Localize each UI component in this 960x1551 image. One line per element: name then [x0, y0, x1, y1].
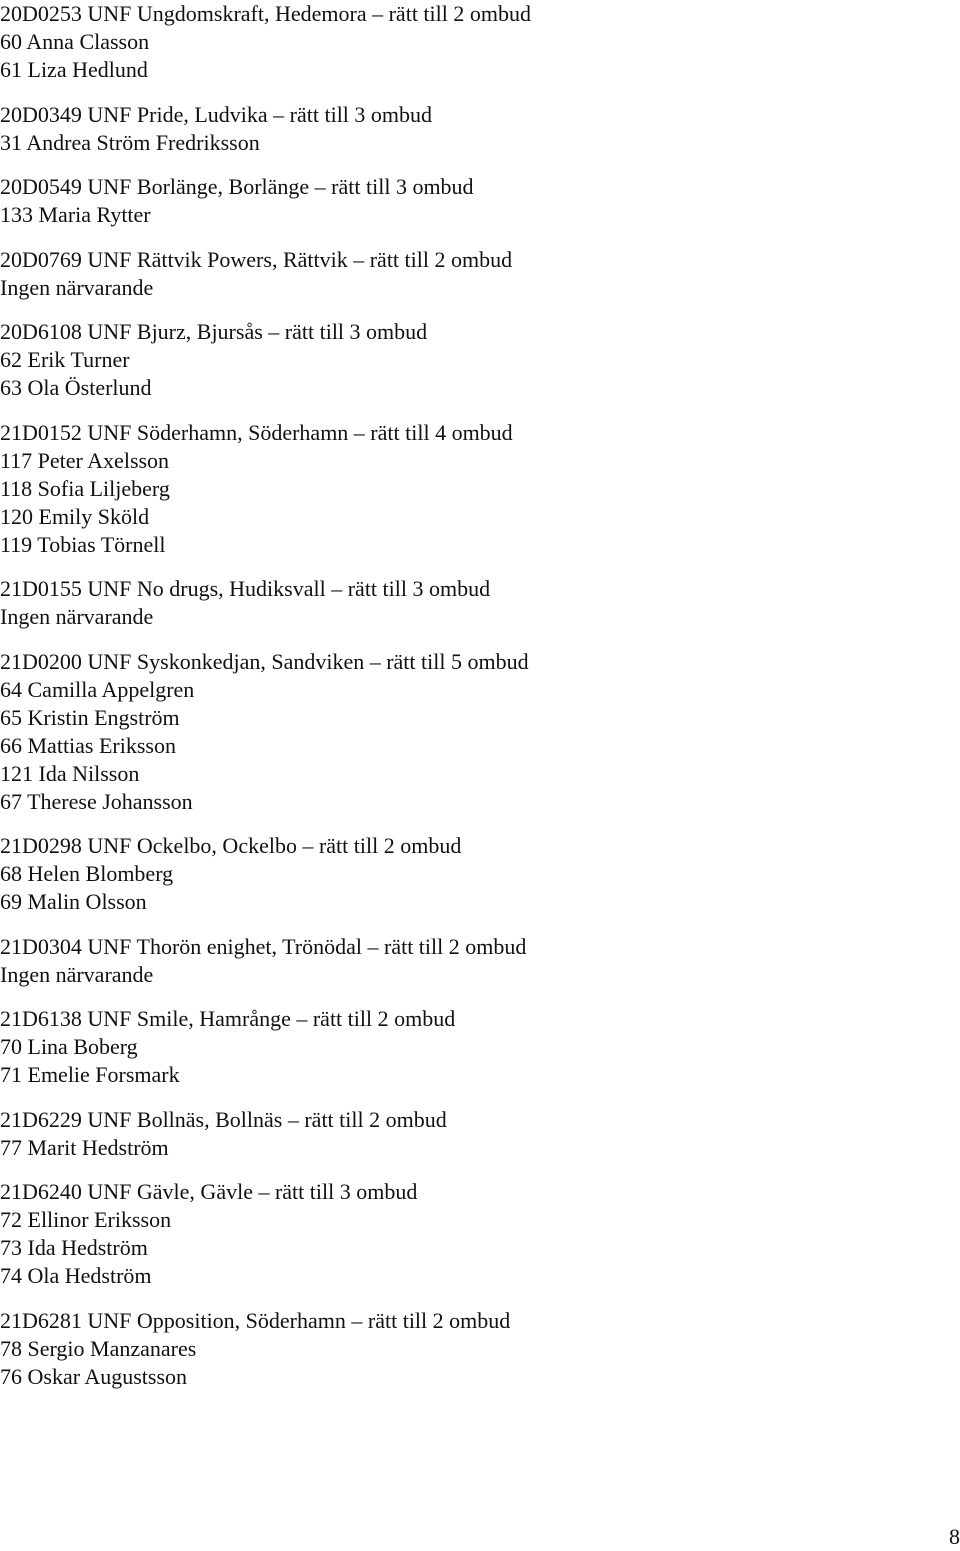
- association-group: [0, 1005, 940, 1089]
- delegate-entry: 121 Ida Nilsson: [0, 760, 140, 786]
- delegate-entry: 31 Andrea Ström Fredriksson: [0, 129, 260, 155]
- association-heading: 21D6229 UNF Bollnäs, Bollnäs – rätt till 2 ombud: [0, 1106, 447, 1132]
- delegate-entry: 68 Helen Blomberg: [0, 861, 174, 886]
- association-group: [0, 648, 940, 816]
- association-heading: 21D0304 UNF Thorön enighet, Trönödal – rätt till 2 ombud: [0, 933, 527, 959]
- association-heading: 21D0155 UNF No drugs, Hudiksvall – rätt till 3 ombud: [0, 576, 491, 601]
- page-number: 8: [949, 1524, 960, 1549]
- delegate-entry: Ingen närvarande: [0, 961, 154, 987]
- delegate-entry: 76 Oskar Augustsson: [0, 1363, 188, 1389]
- delegate-entry: 61 Liza Hedlund: [0, 57, 148, 82]
- delegate-entry: 74 Ola Hedström: [0, 1263, 152, 1288]
- association-heading: 21D0200 UNF Syskonkedjan, Sandviken – rätt till 5 ombud: [0, 648, 529, 674]
- delegate-entry: 73 Ida Hedström: [0, 1235, 148, 1260]
- delegate-entry: 118 Sofia Liljeberg: [0, 475, 170, 501]
- association-heading: 21D0298 UNF Ockelbo, Ockelbo – rätt till 2 ombud: [0, 833, 462, 858]
- delegate-entry: 119 Tobias Törnell: [0, 531, 166, 557]
- delegate-entry: 62 Erik Turner: [0, 347, 130, 372]
- association-heading: 20D6108 UNF Bjurz, Bjursås – rätt till 3 ombud: [0, 319, 428, 344]
- association-group: [0, 832, 940, 916]
- association-group: [0, 0, 940, 84]
- delegate-entry: 133 Maria Rytter: [0, 202, 151, 227]
- delegate-entry: 117 Peter Axelsson: [0, 447, 170, 473]
- delegate-entry: 64 Camilla Appelgren: [0, 676, 195, 702]
- association-heading: 20D0253 UNF Ungdomskraft, Hedemora – rätt till 2 ombud: [0, 1, 531, 26]
- association-heading: 21D6240 UNF Gävle, Gävle – rätt till 3 ombud: [0, 1179, 418, 1204]
- delegate-entry: 77 Marit Hedström: [0, 1134, 169, 1160]
- delegate-entry: 72 Ellinor Eriksson: [0, 1207, 172, 1232]
- delegate-entry: 67 Therese Johansson: [0, 788, 193, 814]
- association-heading: 21D0152 UNF Söderhamn, Söderhamn – rätt till 4 ombud: [0, 419, 513, 445]
- association-heading: 21D6281 UNF Opposition, Söderhamn – rätt till 2 ombud: [0, 1307, 511, 1333]
- delegate-entry: 71 Emelie Forsmark: [0, 1062, 180, 1087]
- delegate-entry: 66 Mattias Eriksson: [0, 732, 176, 758]
- association-group: [0, 933, 940, 989]
- association-heading: 20D0769 UNF Rättvik Powers, Rättvik – rätt till 2 ombud: [0, 246, 513, 272]
- association-group: [0, 575, 940, 631]
- delegate-entry: 65 Kristin Engström: [0, 704, 180, 730]
- association-group: [0, 1307, 940, 1391]
- delegate-entry: 70 Lina Boberg: [0, 1034, 138, 1059]
- delegate-entry: 60 Anna Classon: [0, 29, 150, 54]
- association-group: [0, 1178, 940, 1290]
- association-group: [0, 101, 940, 157]
- association-group: [0, 246, 940, 302]
- delegate-entry: Ingen närvarande: [0, 604, 154, 629]
- delegate-entry: 78 Sergio Manzanares: [0, 1335, 197, 1361]
- association-group: [0, 1106, 940, 1162]
- association-group: [0, 318, 940, 402]
- association-heading: 21D6138 UNF Smile, Hamrånge – rätt till 2 ombud: [0, 1006, 456, 1031]
- association-group: [0, 173, 940, 229]
- association-group: [0, 419, 940, 559]
- delegate-entry: 63 Ola Österlund: [0, 375, 152, 400]
- delegate-entry: 69 Malin Olsson: [0, 889, 147, 914]
- association-heading: 20D0549 UNF Borlänge, Borlänge – rätt till 3 ombud: [0, 174, 474, 199]
- delegate-entry: 120 Emily Sköld: [0, 503, 150, 529]
- delegate-entry: Ingen närvarande: [0, 274, 154, 300]
- association-heading: 20D0349 UNF Pride, Ludvika – rätt till 3 ombud: [0, 101, 433, 127]
